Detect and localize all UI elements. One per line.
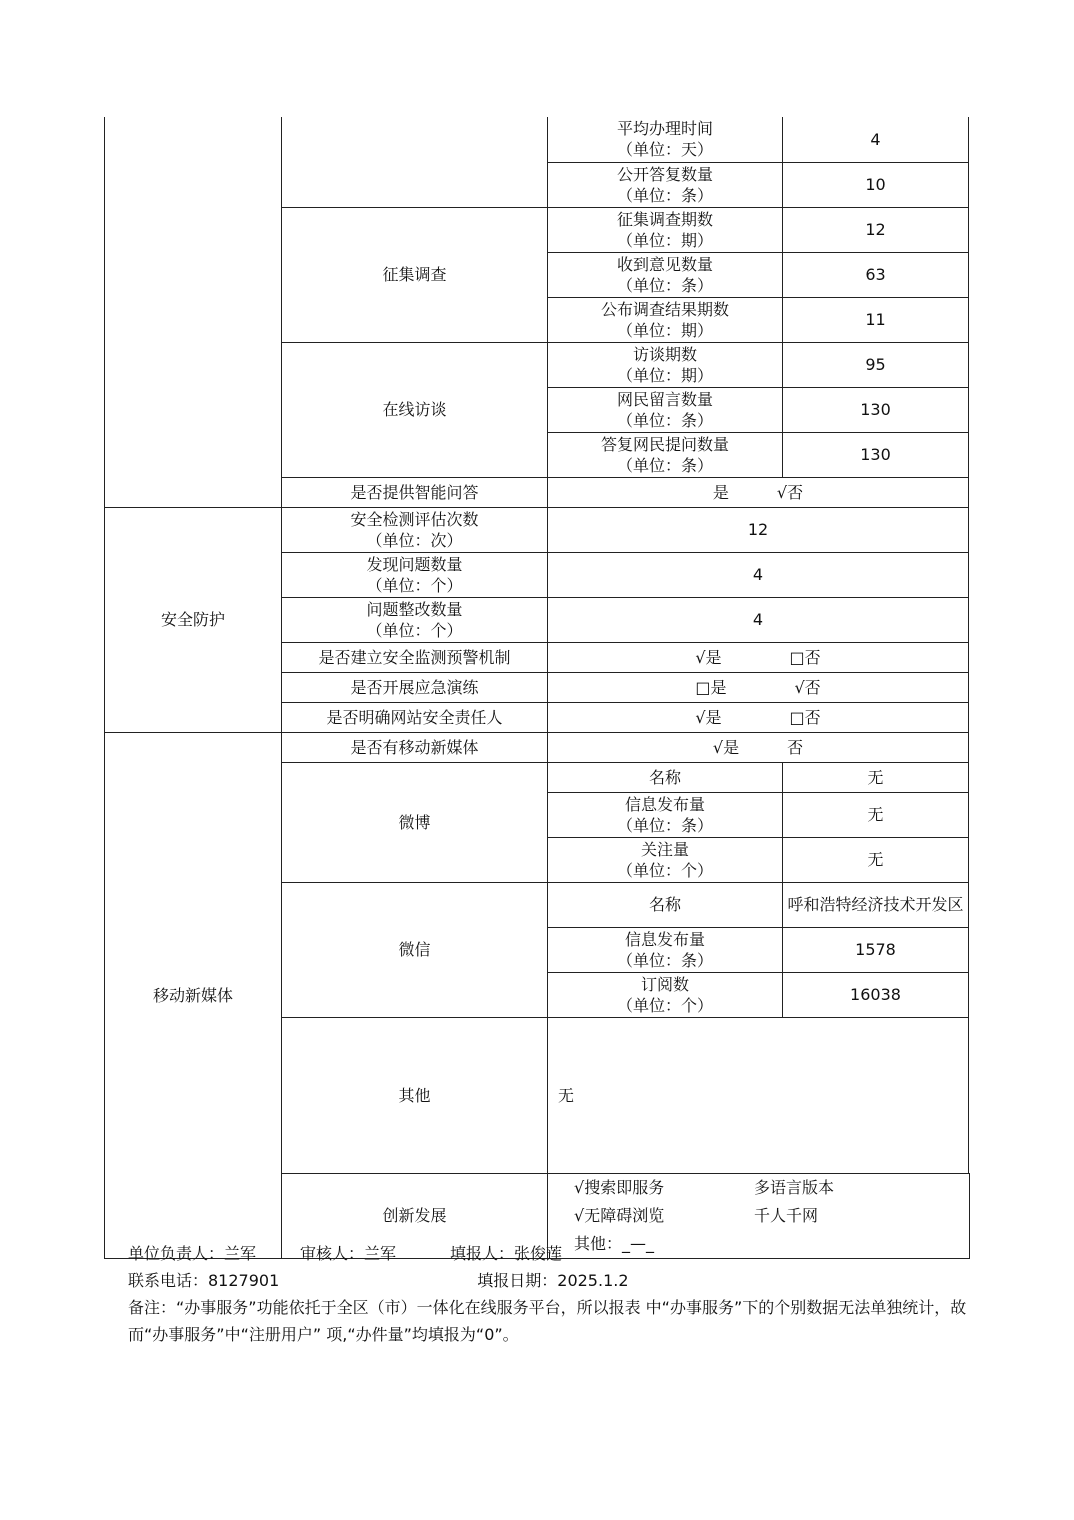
wechat-title-value: 呼和浩特经济技术开发区 — [783, 882, 969, 927]
security-name: 安全防护 — [105, 507, 282, 732]
smart-qa-no[interactable]: √否 — [776, 482, 804, 502]
security-issues-label: 发现问题数量 （单位：个） — [282, 552, 548, 597]
report-table — [104, 117, 970, 1259]
security-owner-options — [548, 702, 969, 732]
innovation-personalized[interactable]: 千人千网 — [754, 1205, 819, 1225]
security-drill-yes[interactable]: □是 — [695, 677, 727, 697]
weibo-name: 微博 — [282, 762, 548, 882]
security-warning-label: 是否建立安全监测预警机制 — [282, 642, 548, 672]
security-warning-yes[interactable]: √是 — [695, 647, 722, 667]
wechat-title-label: 名称 — [548, 882, 783, 927]
footer-head: 单位负责人：兰军 — [128, 1244, 257, 1263]
security-warning-options — [548, 642, 969, 672]
wechat-subs-label: 订阅数 （单位：个） — [548, 972, 783, 1017]
interview-answers-label: 答复网民提问数量 （单位：条） — [548, 432, 783, 477]
survey-periods-label: 征集调查期数 （单位：期） — [548, 207, 783, 252]
smart-qa-options — [548, 477, 969, 507]
footer-contact — [128, 1267, 968, 1294]
weibo-followers-label: 关注量 （单位：个） — [548, 837, 783, 882]
mobile-name: 移动新媒体 — [105, 732, 282, 1258]
security-drill-label: 是否开展应急演练 — [282, 672, 548, 702]
security-fixed-value: 4 — [548, 597, 969, 642]
mobile-other-name: 其他 — [282, 1017, 548, 1173]
security-drill-options — [548, 672, 969, 702]
security-owner-yes[interactable]: √是 — [695, 707, 722, 727]
security-fixed-label: 问题整改数量 （单位：个） — [282, 597, 548, 642]
smart-qa-yes[interactable]: 是 — [712, 482, 729, 502]
innovation-multilingual[interactable]: 多语言版本 — [754, 1177, 835, 1197]
interview-periods-label: 访谈期数 （单位：期） — [548, 342, 783, 387]
public-replies-label: 公开答复数量 （单位：条） — [548, 162, 783, 207]
footer-phone: 联系电话：8127901 — [128, 1271, 280, 1290]
smart-qa-label: 是否提供智能问答 — [282, 477, 548, 507]
survey-opinions-label: 收到意见数量 （单位：条） — [548, 252, 783, 297]
row-security-tests — [105, 507, 970, 552]
cell-continued-subcategory — [282, 117, 548, 207]
mobile-has-options — [548, 732, 969, 762]
survey-periods-value: 12 — [783, 207, 969, 252]
security-issues-value: 4 — [548, 552, 969, 597]
interview-periods-value: 95 — [783, 342, 969, 387]
security-tests-value: 12 — [548, 507, 969, 552]
security-drill-no[interactable]: √否 — [794, 677, 821, 697]
wechat-name: 微信 — [282, 882, 548, 1017]
interview-messages-label: 网民留言数量 （单位：条） — [548, 387, 783, 432]
wechat-posts-value: 1578 — [783, 927, 969, 972]
cell-continued-category — [105, 117, 282, 507]
innovation-accessibility[interactable]: √无障碍浏览 — [574, 1205, 665, 1225]
weibo-title-label: 名称 — [548, 762, 783, 792]
survey-results-label: 公布调查结果期数 （单位：期） — [548, 297, 783, 342]
public-replies-value: 10 — [783, 162, 969, 207]
innovation-name: 创新发展 — [282, 1173, 548, 1258]
mobile-other-value: 无 — [548, 1017, 969, 1173]
mobile-has-label: 是否有移动新媒体 — [282, 732, 548, 762]
mobile-has-no[interactable]: 否 — [787, 737, 804, 757]
survey-name: 征集调查 — [282, 207, 548, 342]
security-tests-label: 安全检测评估次数 （单位：次） — [282, 507, 548, 552]
weibo-followers-value: 无 — [783, 837, 969, 882]
row-mobile-has — [105, 732, 970, 762]
innovation-other: 其他：_—_ — [574, 1233, 655, 1253]
survey-results-value: 11 — [783, 297, 969, 342]
avg-time-value: 4 — [783, 117, 969, 162]
wechat-posts-label: 信息发布量 （单位：条） — [548, 927, 783, 972]
footer-filler: 填报人：张俊莲 — [450, 1244, 563, 1263]
avg-time-label: 平均办理时间 （单位：天） — [548, 117, 783, 162]
wechat-subs-value: 16038 — [783, 972, 969, 1017]
interview-answers-value: 130 — [783, 432, 969, 477]
mobile-has-yes[interactable]: √是 — [712, 737, 740, 757]
footer-signers — [128, 1240, 968, 1267]
interview-messages-value: 130 — [783, 387, 969, 432]
survey-opinions-value: 63 — [783, 252, 969, 297]
interview-name: 在线访谈 — [282, 342, 548, 477]
security-owner-label: 是否明确网站安全责任人 — [282, 702, 548, 732]
security-owner-no[interactable]: □否 — [789, 707, 821, 727]
security-warning-no[interactable]: □否 — [789, 647, 821, 667]
footer-date: 填报日期：2025.1.2 — [477, 1271, 629, 1290]
weibo-title-value: 无 — [783, 762, 969, 792]
innovation-search-service[interactable]: √搜索即服务 — [574, 1177, 665, 1197]
footer-note: 备注：“办事服务”功能依托于全区（市）一体化在线服务平台，所以报表 中“办事服务”下的个别数据无法单独统计，故而“办事服务”中“注册用户” 项,“办件量”均填报为“0”。 — [128, 1298, 967, 1344]
row-avg-time — [105, 117, 970, 162]
report-footer — [128, 1240, 968, 1348]
footer-reviewer: 审核人：兰军 — [300, 1244, 397, 1263]
weibo-posts-value: 无 — [783, 792, 969, 837]
weibo-posts-label: 信息发布量 （单位：条） — [548, 792, 783, 837]
